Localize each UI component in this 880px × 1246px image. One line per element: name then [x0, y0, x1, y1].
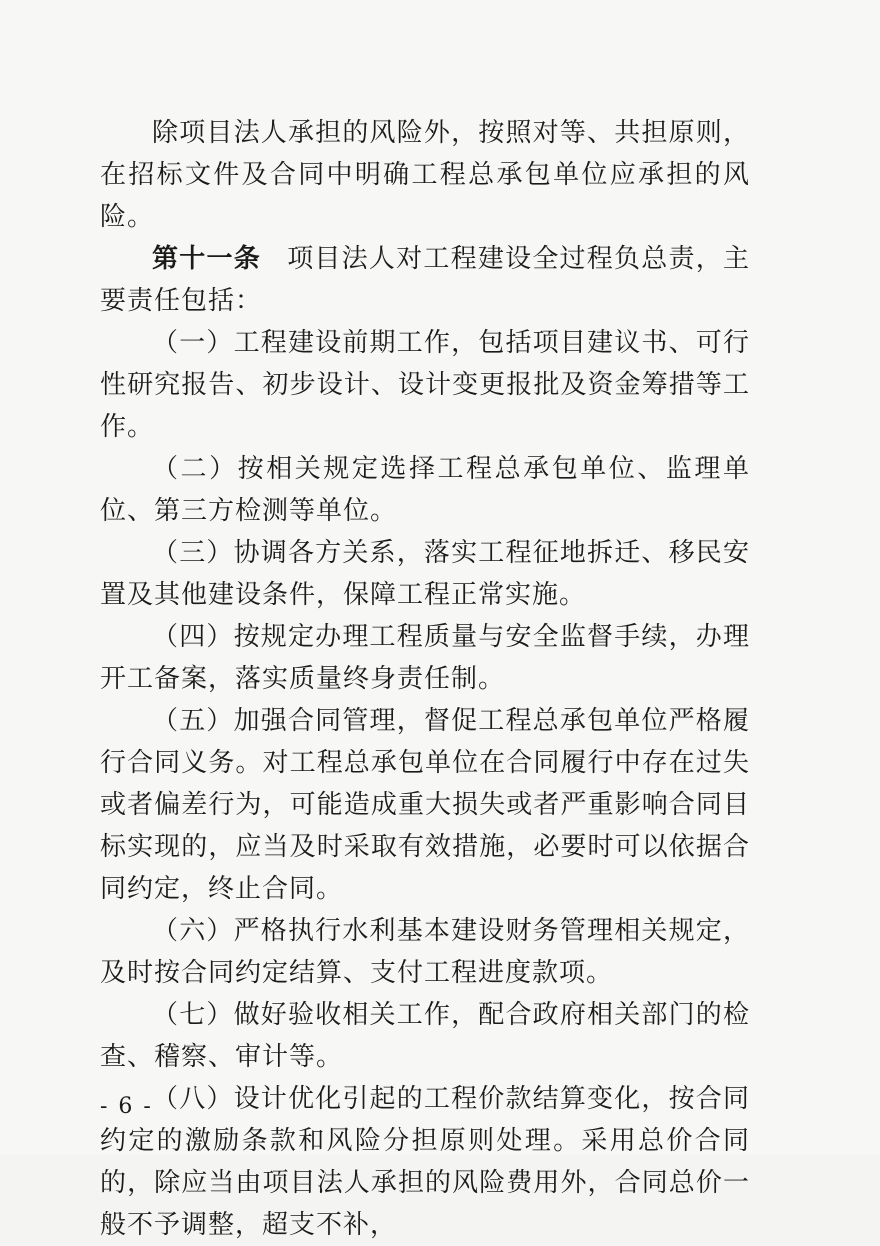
document-body: [100, 112, 750, 1246]
item-5: （五）加强合同管理，督促工程总承包单位严格履行合同义务。对工程总承包单位在合同履行中存在过失或者偏差行为，可能造成重大损失或者严重影响合同目标实现的，应当及时采取有效措施，必要时可以依据合同约定，终止合同。: [100, 706, 750, 904]
item-2: （二）按相关规定选择工程总承包单位、监理单位、第三方检测等单位。: [100, 454, 750, 526]
item-6: （六）严格执行水利基本建设财务管理相关规定，及时按合同约定结算、支付工程进度款项。: [100, 916, 750, 988]
article-11-text: 项目法人对工程建设全过程负总责，主要责任包括：: [100, 244, 750, 316]
paragraph-risk: 除项目法人承担的风险外，按照对等、共担原则，在招标文件及合同中明确工程总承包单位应承担的风险。: [100, 118, 750, 232]
item-1: （一）工程建设前期工作，包括项目建议书、可行性研究报告、初步设计、设计变更报批及资金筹措等工作。: [100, 328, 750, 442]
item-8: （八）设计优化引起的工程价款结算变化，按合同约定的激励条款和风险分担原则处理。采用总价合同的，除应当由项目法人承担的风险费用外，合同总价一般不予调整，超支不补，: [100, 1084, 750, 1240]
page-number: - 6 -: [100, 1094, 153, 1119]
article-label: 第十一条: [152, 244, 261, 274]
item-3: （三）协调各方关系，落实工程征地拆迁、移民安置及其他建设条件，保障工程正常实施。: [100, 538, 750, 610]
item-4: （四）按规定办理工程质量与安全监督手续，办理开工备案，落实质量终身责任制。: [100, 622, 750, 694]
item-7: （七）做好验收相关工作，配合政府相关部门的检查、稽察、审计等。: [100, 1000, 750, 1072]
article-11: [100, 238, 750, 322]
